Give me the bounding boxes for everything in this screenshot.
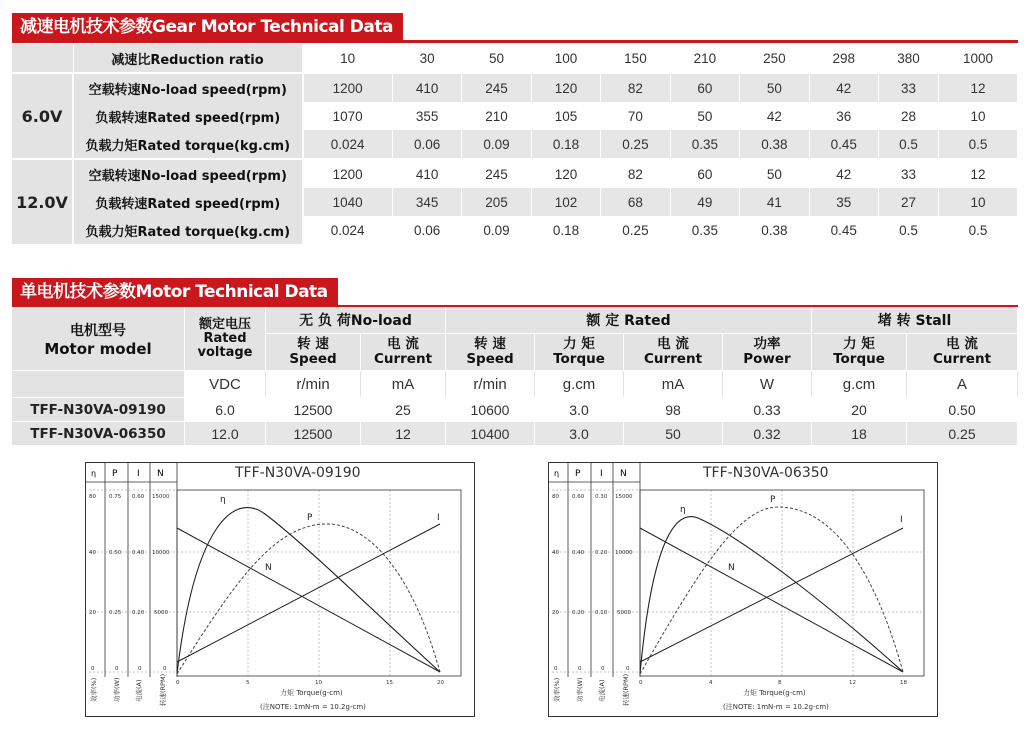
- ratio-label: 减速比Reduction ratio: [73, 44, 303, 73]
- table-cell: 12: [938, 159, 1017, 188]
- table-cell: 35: [809, 188, 878, 216]
- col-header-en: Current: [643, 351, 703, 367]
- table-cell: 120: [531, 159, 600, 188]
- tick-i: 0.30: [595, 494, 608, 500]
- tick-p: 0.60: [572, 494, 585, 500]
- table-row: [12, 73, 1018, 102]
- tick-i: 0: [138, 666, 142, 672]
- tick-p: 0.75: [109, 494, 122, 500]
- col-header: [907, 334, 1018, 371]
- table-cell: 25: [361, 398, 446, 422]
- gear-motor-table: [12, 44, 1018, 244]
- row-label: 空载转速No-load speed(rpm): [73, 73, 303, 102]
- table-cell: 245: [462, 159, 531, 188]
- col-header-en: Speed: [289, 351, 337, 367]
- curve-label-p: P: [307, 513, 313, 523]
- col-header-cn: 电 流: [946, 336, 978, 352]
- table-cell: 12: [361, 422, 446, 446]
- rated-header: 额 定 Rated: [446, 307, 812, 334]
- tick-x: 15: [386, 680, 393, 686]
- gear-banner: 减速电机技术参数Gear Motor Technical Data: [12, 13, 403, 42]
- table-cell: 0.32: [723, 422, 812, 446]
- unit-cell: r/min: [446, 371, 535, 398]
- table-cell: 120: [531, 73, 600, 102]
- motor-banner: 单电机技术参数Motor Technical Data: [12, 278, 338, 307]
- table-row: [12, 130, 1018, 159]
- axis-name-n: 转速(RPM): [159, 673, 167, 706]
- table-cell: 0.09: [462, 130, 531, 159]
- col-header-en: Torque: [833, 351, 885, 367]
- table-cell: 50: [624, 422, 723, 446]
- table-cell: 0.06: [392, 130, 461, 159]
- tick-p: 0.20: [572, 610, 585, 616]
- table-cell: 18: [812, 422, 907, 446]
- table-cell: 0.25: [601, 130, 670, 159]
- col-header: [624, 334, 723, 371]
- curve-label-eta: η: [680, 505, 686, 515]
- table-cell: 345: [392, 188, 461, 216]
- table-cell: 1040: [303, 188, 393, 216]
- tick-eta: 80: [89, 494, 96, 500]
- unit-cell: mA: [624, 371, 723, 398]
- table-row: [12, 159, 1018, 188]
- table-cell: 0.024: [303, 216, 393, 244]
- voltage-label: 12.0V: [12, 159, 73, 244]
- gear-banner-rule: [12, 40, 1018, 43]
- ratio-cell: 210: [670, 44, 739, 73]
- col-header-en: Torque: [553, 351, 605, 367]
- ratio-cell: 10: [303, 44, 393, 73]
- noload-header: 无 负 荷No-load: [266, 307, 446, 334]
- table-cell: 3.0: [535, 422, 624, 446]
- graph-title: TFF-N30VA-09190: [235, 465, 361, 481]
- table-cell: 68: [601, 188, 670, 216]
- table-cell: 60: [670, 73, 739, 102]
- axis-name-p: 功率(W): [576, 677, 584, 702]
- tick-n: 15000: [615, 494, 633, 500]
- voltage-header-en1: Rated: [203, 330, 247, 346]
- header-i: I: [137, 469, 140, 479]
- table-cell: 12: [938, 73, 1017, 102]
- table-cell: 355: [392, 102, 461, 130]
- row-label: 负载力矩Rated torque(kg.cm): [73, 130, 303, 159]
- table-cell: 42: [740, 102, 809, 130]
- table-cell: 33: [879, 159, 939, 188]
- ratio-cell: 100: [531, 44, 600, 73]
- table-cell: 42: [809, 73, 878, 102]
- unit-cell: VDC: [185, 371, 266, 398]
- col-header: [361, 334, 446, 371]
- table-cell: 41: [740, 188, 809, 216]
- model-header: [12, 307, 185, 371]
- col-header-cn: 功率: [753, 336, 781, 352]
- table-cell: 210: [462, 102, 531, 130]
- table-cell: 0.06: [392, 216, 461, 244]
- axis-name-eta: 效率(%): [90, 677, 98, 702]
- tick-n: 15000: [152, 494, 170, 500]
- table-cell: 10600: [446, 398, 535, 422]
- table-cell: 0.5: [879, 216, 939, 244]
- table-cell: 1200: [303, 159, 393, 188]
- tick-i: 0.40: [132, 550, 145, 556]
- header-n: N: [620, 469, 627, 479]
- performance-graph-2: [548, 462, 938, 717]
- table-cell: 3.0: [535, 398, 624, 422]
- col-header-en: Speed: [466, 351, 514, 367]
- tick-eta: 40: [552, 550, 559, 556]
- model-header-en: Motor model: [44, 339, 152, 358]
- model-name: TFF-N30VA-06350: [12, 422, 185, 446]
- ratio-cell: 1000: [938, 44, 1017, 73]
- curve-label-i: I: [437, 513, 440, 523]
- unit-cell: mA: [361, 371, 446, 398]
- tick-n: 5000: [617, 610, 631, 616]
- voltage-header-cn: 额定电压: [198, 316, 251, 332]
- table-cell: 82: [601, 73, 670, 102]
- header-p: P: [112, 469, 118, 479]
- table-cell: 0.18: [531, 130, 600, 159]
- header-eta: η: [554, 469, 560, 478]
- note: (注NOTE: 1mN-m = 10.2g-cm): [260, 703, 366, 711]
- table-cell: 12500: [266, 398, 361, 422]
- table-cell: 98: [624, 398, 723, 422]
- table-cell: 102: [531, 188, 600, 216]
- col-header-en: Power: [743, 351, 791, 367]
- tick-x: 20: [437, 680, 444, 686]
- table-cell: 33: [879, 73, 939, 102]
- table-cell: 205: [462, 188, 531, 216]
- table-cell: 0.25: [907, 422, 1018, 446]
- table-cell: 28: [879, 102, 939, 130]
- tick-n: 0: [626, 666, 630, 672]
- tick-eta: 80: [552, 494, 559, 500]
- table-cell: 10: [938, 188, 1017, 216]
- tick-n: 5000: [154, 610, 168, 616]
- unit-row: [12, 371, 1018, 398]
- col-header-cn: 力 矩: [843, 336, 875, 352]
- axis-name-p: 功率(W): [113, 677, 121, 702]
- col-header-cn: 电 流: [387, 336, 419, 352]
- table-cell: 50: [670, 102, 739, 130]
- tick-p: 0: [115, 666, 119, 672]
- header-n: N: [157, 469, 164, 479]
- stall-header: 堵 转 Stall: [812, 307, 1018, 334]
- tick-i: 0.20: [132, 610, 145, 616]
- unit-cell: g.cm: [535, 371, 624, 398]
- tick-p: 0.40: [572, 550, 585, 556]
- row-label: 空载转速No-load speed(rpm): [73, 159, 303, 188]
- row-label: 负载力矩Rated torque(kg.cm): [73, 216, 303, 244]
- table-cell: 0.45: [809, 130, 878, 159]
- unit-cell: A: [907, 371, 1018, 398]
- col-header-cn: 转 速: [474, 336, 506, 352]
- tick-x: 4: [709, 680, 713, 686]
- header-i: I: [600, 469, 603, 479]
- col-header: [723, 334, 812, 371]
- table-cell: 0.09: [462, 216, 531, 244]
- col-header-cn: 转 速: [297, 336, 329, 352]
- table-cell: 50: [740, 159, 809, 188]
- table-row: [12, 398, 1018, 422]
- tick-i: 0: [601, 666, 605, 672]
- tick-eta: 0: [91, 666, 95, 672]
- table-cell: 10400: [446, 422, 535, 446]
- curve-label-n: N: [265, 563, 272, 573]
- table-cell: 20: [812, 398, 907, 422]
- table-row: [12, 216, 1018, 244]
- col-header: [446, 334, 535, 371]
- row-label: 负载转速Rated speed(rpm): [73, 102, 303, 130]
- table-cell: 105: [531, 102, 600, 130]
- tick-x: 12: [849, 680, 856, 686]
- table-cell: 0.18: [531, 216, 600, 244]
- table-cell: 70: [601, 102, 670, 130]
- unit-cell: g.cm: [812, 371, 907, 398]
- ratio-cell: 250: [740, 44, 809, 73]
- ratio-cell: 380: [879, 44, 939, 73]
- model-name: TFF-N30VA-09190: [12, 398, 185, 422]
- tick-x: 18: [900, 680, 907, 686]
- col-header-en: Current: [373, 351, 433, 367]
- col-header: [812, 334, 907, 371]
- unit-cell: W: [723, 371, 812, 398]
- table-cell: 0.5: [938, 216, 1017, 244]
- axis-name-i: 电流(A): [598, 679, 606, 702]
- tick-n: 10000: [615, 550, 633, 556]
- table-cell: 0.5: [938, 130, 1017, 159]
- table-cell: 0.33: [723, 398, 812, 422]
- col-header-cn: 电 流: [657, 336, 689, 352]
- ratio-row: [12, 44, 1018, 73]
- curve-label-i: I: [900, 515, 903, 525]
- table-row: [12, 422, 1018, 446]
- table-cell: 12.0: [185, 422, 266, 446]
- tick-n: 10000: [152, 550, 170, 556]
- tick-x: 10: [315, 680, 322, 686]
- tick-x: 8: [778, 680, 782, 686]
- row-label: 负载转速Rated speed(rpm): [73, 188, 303, 216]
- table-cell: 0.38: [740, 216, 809, 244]
- table-cell: 0.25: [601, 216, 670, 244]
- curve-label-p: P: [770, 495, 776, 505]
- table-cell: 60: [670, 159, 739, 188]
- table-cell: 245: [462, 73, 531, 102]
- axis-name-eta: 效率(%): [553, 677, 561, 702]
- table-cell: 1200: [303, 73, 393, 102]
- tick-i: 0.60: [132, 494, 145, 500]
- motor-header-row: [12, 307, 1018, 334]
- tick-eta: 20: [552, 610, 559, 616]
- motor-table: [12, 307, 1018, 446]
- table-cell: 0.45: [809, 216, 878, 244]
- ratio-cell: 50: [462, 44, 531, 73]
- table-row: [12, 102, 1018, 130]
- table-cell: 0.5: [879, 130, 939, 159]
- table-cell: 0.38: [740, 130, 809, 159]
- col-header: [535, 334, 624, 371]
- tick-p: 0.50: [109, 550, 122, 556]
- table-cell: 10: [938, 102, 1017, 130]
- header-eta: η: [91, 469, 97, 478]
- tick-eta: 0: [554, 666, 558, 672]
- table-cell: 0.35: [670, 216, 739, 244]
- table-row: [12, 188, 1018, 216]
- voltage-label: 6.0V: [12, 73, 73, 159]
- table-cell: 82: [601, 159, 670, 188]
- curve-label-eta: η: [220, 495, 226, 505]
- x-axis-label: 力矩 Torque(g-cm): [280, 689, 343, 697]
- table-cell: 0.024: [303, 130, 393, 159]
- note: (注NOTE: 1mN-m = 10.2g-cm): [723, 703, 829, 711]
- tick-x: 0: [176, 680, 180, 686]
- ratio-cell: 298: [809, 44, 878, 73]
- tick-p: 0.25: [109, 610, 122, 616]
- table-cell: 36: [809, 102, 878, 130]
- curve-label-n: N: [728, 563, 735, 573]
- table-cell: 42: [809, 159, 878, 188]
- table-cell: 0.35: [670, 130, 739, 159]
- header-p: P: [575, 469, 581, 479]
- axis-name-i: 电流(A): [135, 679, 143, 702]
- col-header-cn: 力 矩: [563, 336, 595, 352]
- ratio-cell: 30: [392, 44, 461, 73]
- table-cell: 410: [392, 73, 461, 102]
- tick-eta: 20: [89, 610, 96, 616]
- table-cell: 6.0: [185, 398, 266, 422]
- voltage-header-en2: voltage: [197, 344, 253, 360]
- table-cell: 12500: [266, 422, 361, 446]
- table-cell: 49: [670, 188, 739, 216]
- table-cell: 0.50: [907, 398, 1018, 422]
- model-header-cn: 电机型号: [70, 322, 126, 339]
- table-cell: 1070: [303, 102, 393, 130]
- table-cell: 410: [392, 159, 461, 188]
- tick-x: 0: [639, 680, 643, 686]
- tick-n: 0: [163, 666, 167, 672]
- col-header: [266, 334, 361, 371]
- ratio-cell: 150: [601, 44, 670, 73]
- table-cell: 50: [740, 73, 809, 102]
- col-header-en: Current: [932, 351, 992, 367]
- axis-name-n: 转速(RPM): [622, 673, 630, 706]
- tick-eta: 40: [89, 550, 96, 556]
- x-axis-label: 力矩 Torque(g-cm): [743, 689, 806, 697]
- voltage-header: [185, 307, 266, 371]
- tick-p: 0: [578, 666, 582, 672]
- table-cell: 27: [879, 188, 939, 216]
- tick-i: 0.10: [595, 610, 608, 616]
- unit-cell: r/min: [266, 371, 361, 398]
- performance-graph-1: [85, 462, 475, 717]
- tick-x: 5: [246, 680, 250, 686]
- graph-title: TFF-N30VA-06350: [703, 465, 829, 481]
- tick-i: 0.20: [595, 550, 608, 556]
